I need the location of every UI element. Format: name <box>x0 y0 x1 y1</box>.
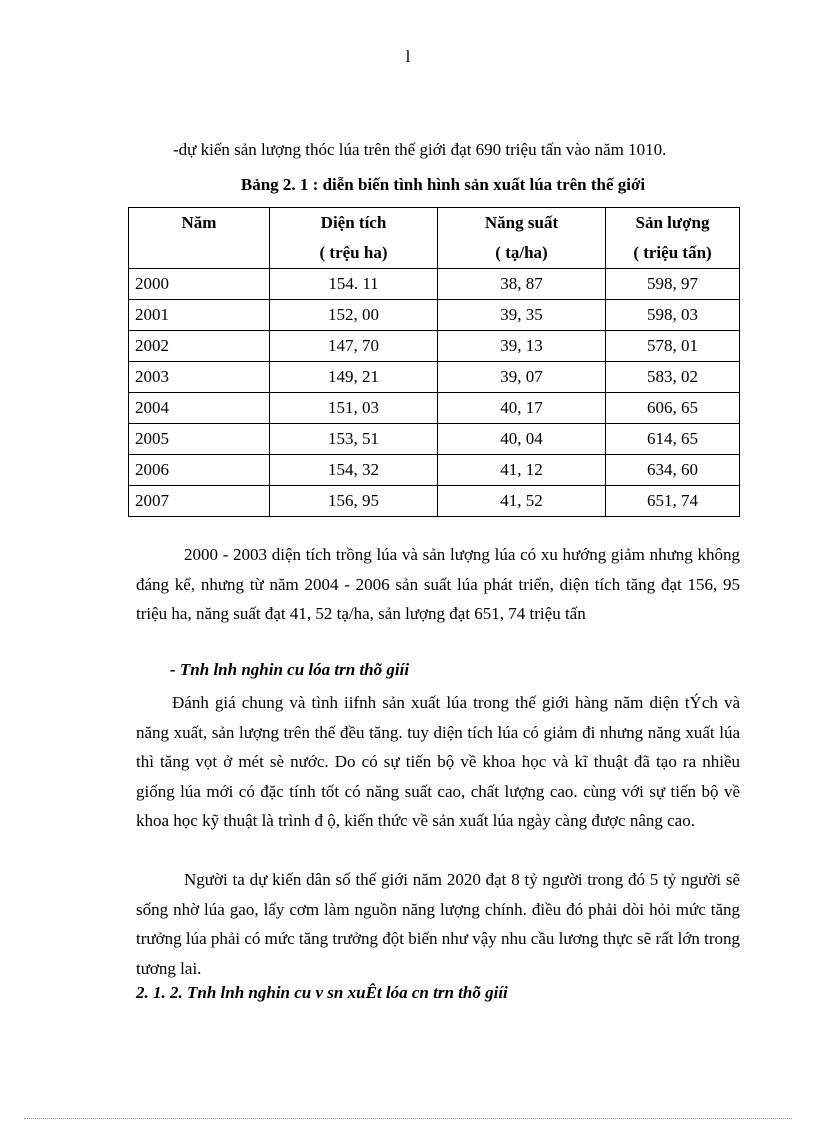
header-year <box>129 208 270 269</box>
cell-output: 583, 02 <box>606 362 740 393</box>
table-row <box>129 331 740 362</box>
table-body <box>129 269 740 517</box>
cell-yield: 40, 04 <box>438 424 606 455</box>
cell-output: 606, 65 <box>606 393 740 424</box>
header-label: Năng suất <box>484 213 559 232</box>
paragraph-text: Đánh giá chung và tình iifnh sản xuất lúa trong thế giới hàng năm diện tÝch và năng xuất, sản lượng trên thế đều tăng. tuy diện tích lúa có giảm đi nhưng năng xuất lúa thì tăng vọt ở mét sè nước. Do có sự tiến bộ về khoa học và kĩ thuật đã tạo ra nhiều giống lúa mới có đặc tính tốt có năng suất cao, chất lượng cao. cùng với sự tiến bộ về khoa học kỹ thuật là trình đ ộ, kiến thức về sản xuất lúa ngày càng được nâng cao. <box>136 693 740 830</box>
header-area <box>270 208 438 269</box>
cell-year: 2004 <box>129 393 270 424</box>
paragraph-assessment <box>136 688 740 836</box>
table-row <box>129 393 740 424</box>
cell-year: 2007 <box>129 486 270 517</box>
table-row <box>129 424 740 455</box>
cell-yield: 38, 87 <box>438 269 606 300</box>
table-row <box>129 269 740 300</box>
cell-area: 154, 32 <box>270 455 438 486</box>
cell-output: 598, 03 <box>606 300 740 331</box>
cell-area: 149, 21 <box>270 362 438 393</box>
paragraph-forecast <box>136 865 740 983</box>
header-unit: ( trệu ha) <box>319 243 388 262</box>
cell-year: 2001 <box>129 300 270 331</box>
cell-yield: 39, 07 <box>438 362 606 393</box>
header-label: Năm <box>181 213 217 232</box>
cell-yield: 41, 52 <box>438 486 606 517</box>
table-row <box>129 486 740 517</box>
cell-yield: 39, 35 <box>438 300 606 331</box>
cell-area: 154. 11 <box>270 269 438 300</box>
cell-year: 2002 <box>129 331 270 362</box>
page-bottom-rule <box>24 1118 792 1119</box>
paragraph-trend <box>136 540 740 629</box>
cell-output: 634, 60 <box>606 455 740 486</box>
cell-output: 598, 97 <box>606 269 740 300</box>
cell-yield: 41, 12 <box>438 455 606 486</box>
table-row <box>129 300 740 331</box>
rice-production-table <box>128 207 740 517</box>
cell-area: 147, 70 <box>270 331 438 362</box>
paragraph-text: Người ta dự kiến dân số thế giới năm 2020 đạt 8 tỷ người trong đó 5 tỷ người sẽ sống nhờ lúa gao, lấy cơm làm nguồn năng lượng chính. điều đó phải dòi hỏi mức tăng trưởng lúa phải có mức tăng trưởng đột biến như vậy nhu cầu lương thực sẽ rất lớn trong tương lai. <box>136 870 740 978</box>
table-header-row <box>129 208 740 269</box>
page-number: l <box>405 47 411 66</box>
cell-output: 578, 01 <box>606 331 740 362</box>
table-caption: Bảng 2. 1 : diễn biến tình hình sản xuất lúa trên thế giới <box>240 175 646 194</box>
header-yield <box>438 208 606 269</box>
table-row <box>129 455 740 486</box>
header-output <box>606 208 740 269</box>
cell-year: 2003 <box>129 362 270 393</box>
cell-area: 156, 95 <box>270 486 438 517</box>
header-label: Diện tích <box>320 213 387 232</box>
cell-yield: 40, 17 <box>438 393 606 424</box>
section-heading-research: - Tnh lnh nghin cu lóa trn thõ giíi <box>170 660 410 679</box>
header-label: Sản lượng <box>635 213 710 232</box>
table-row <box>129 362 740 393</box>
cell-area: 151, 03 <box>270 393 438 424</box>
cell-area: 153, 51 <box>270 424 438 455</box>
header-unit: ( tạ/ha) <box>495 243 548 262</box>
cell-output: 651, 74 <box>606 486 740 517</box>
intro-line: -dự kiến sản lượng thóc lúa trên thế giới đạt 690 triệu tấn vào năm 1010. <box>173 140 667 159</box>
cell-year: 2000 <box>129 269 270 300</box>
paragraph-text: 2000 - 2003 diện tích trồng lúa và sản lượng lúa có xu hướng giảm nhưng không đáng kể, nhưng từ năm 2004 - 2006 sản suất lúa phát triển, diện tích tăng đạt 156, 95 triệu ha, năng suất đạt 41, 52 tạ/ha, sản lượng đạt 651, 74 triệu tấn <box>136 545 740 623</box>
cell-area: 152, 00 <box>270 300 438 331</box>
cell-yield: 39, 13 <box>438 331 606 362</box>
header-unit: ( triệu tấn) <box>633 243 712 262</box>
section-heading-2-1-2: 2. 1. 2. Tnh lnh nghin cu v sn xuÊt lóa cn trn thõ giíi <box>136 983 508 1002</box>
cell-year: 2006 <box>129 455 270 486</box>
cell-year: 2005 <box>129 424 270 455</box>
cell-output: 614, 65 <box>606 424 740 455</box>
